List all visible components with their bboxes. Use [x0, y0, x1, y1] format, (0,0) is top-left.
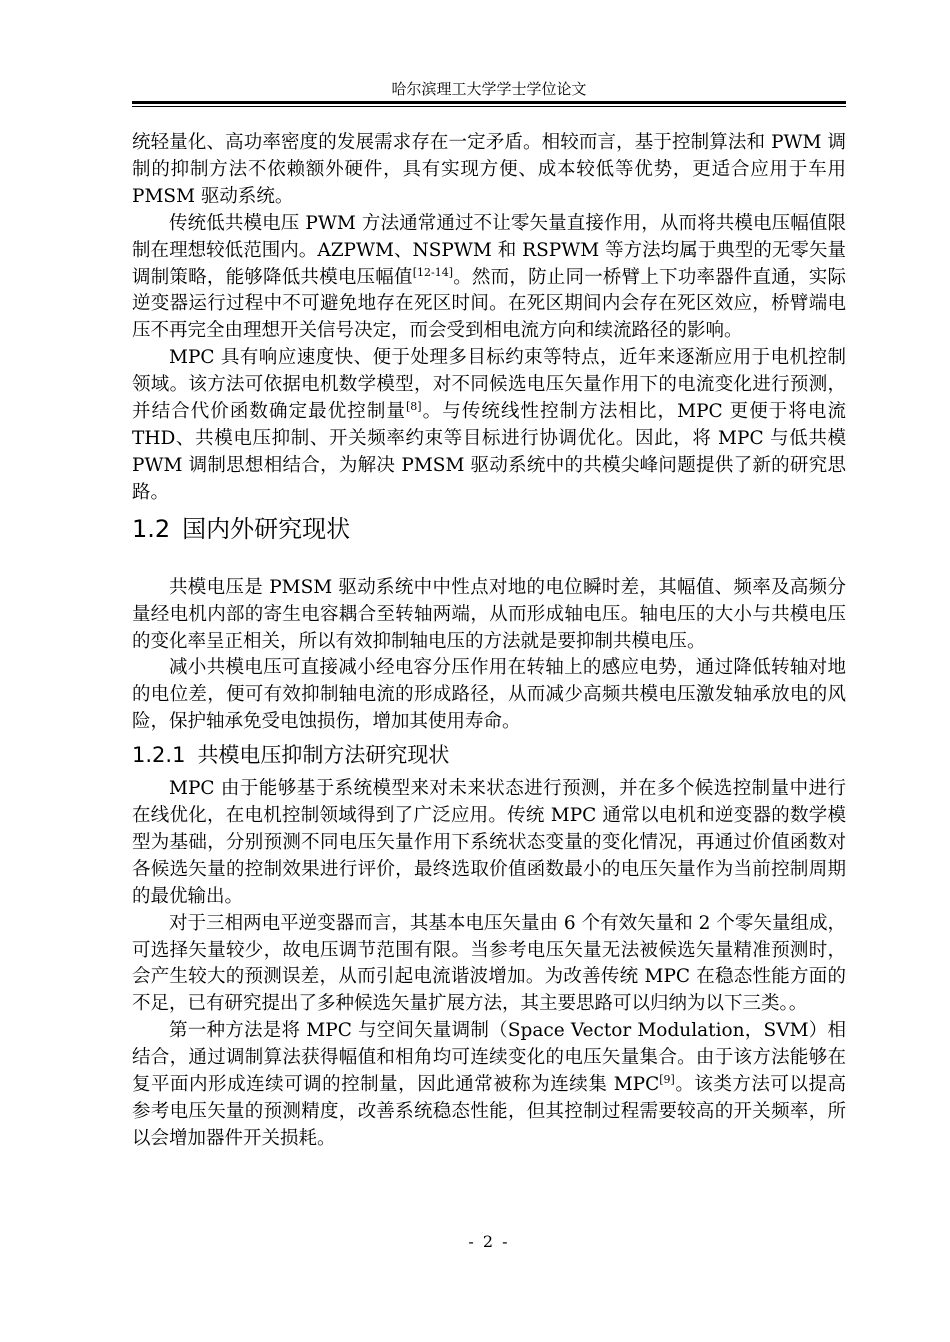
paragraph-text: 。然而，防止同一桥臂上下功率器件直通，实际逆变器运行过程中不可避免地存在死区时间。在死区期间内会存在死区效应，桥臂端电压不再完全由理想开关信号决定，而会受到相电流方向和续流路径的影响。: [132, 266, 846, 342]
section-number: 1.2.1: [132, 743, 186, 768]
body-text: [132, 130, 846, 1153]
paragraph: [132, 211, 846, 346]
header-rule-thin: [132, 106, 846, 107]
citation: [9]: [659, 1073, 675, 1087]
page-number: - 2 -: [468, 1232, 510, 1251]
citation: [12-14]: [412, 265, 453, 279]
paragraph: 对于三相两电平逆变器而言，其基本电压矢量由 6 个有效矢量和 2 个零矢量组成，可选择矢量较少，故电压调节范围有限。当参考电压矢量无法被候选矢量精准预测时，会产生较大的预测误差，从而引起电流谐波增加。为改善传统 MPC 在稳态性能方面的不足，已有研究提出了多种候选矢量扩展方法，其主要思路可以归纳为以下三类。。: [132, 912, 846, 1015]
paragraph-text: 。与传统线性控制方法相比，MPC 更便于将电流 THD、共模电压抑制、开关频率约束等目标进行协调优化。因此，将 MPC 与低共模 PWM 调制思想相结合，为解决 PMSM 驱动系统中的共模尖峰问题提供了新的研究思路。: [132, 401, 846, 503]
paragraph-text: 第一种方法是将 MPC 与空间矢量调制（Space Vector Modulation，SVM）相结合，通过调制算法获得幅值和相角均可连续变化的电压矢量集合。由于该方法能够在复平面内形成连续可调的控制量，因此通常被称为连续集 MPC: [132, 1020, 846, 1096]
citation: [8]: [406, 400, 422, 414]
paragraph: [132, 1018, 846, 1153]
paragraph-text: MPC 具有响应速度快、便于处理多目标约束等特点，近年来逐渐应用于电机控制领域。该方法可依据电机数学模型，对不同候选电压矢量作用下的电流变化进行预测，并结合代价函数确定最优控制量: [132, 347, 846, 423]
paragraph: 减小共模电压可直接减小经电容分压作用在转轴上的感应电势，通过降低转轴对地的电位差，便可有效抑制轴电流的形成路径，从而减少高频共模电压激发轴承放电的风险，保护轴承免受电蚀损伤，增加其使用寿命。: [132, 657, 846, 733]
section-number: 1.2: [132, 514, 171, 543]
paragraph-text: 传统低共模电压 PWM 方法通常通过不让零矢量直接作用，从而将共模电压幅值限制在理想较低范围内。AZPWM、NSPWM 和 RSPWM 等方法均属于典型的无零矢量调制策略，能够降低共模电压幅值: [132, 212, 846, 288]
running-header: 哈尔滨理工大学学士学位论文: [391, 80, 587, 98]
section-heading-1-2: [132, 513, 846, 545]
paragraph: [132, 345, 846, 506]
header-rule-thick: [132, 101, 846, 104]
paragraph: 共模电压是 PMSM 驱动系统中中性点对地的电位瞬时差，其幅值、频率及高频分量经电机内部的寄生电容耦合至转轴两端，从而形成轴电压。轴电压的大小与共模电压的变化率呈正相关，所以有效抑制轴电压的方法就是要抑制共模电压。: [132, 576, 846, 652]
paragraph: 统轻量化、高功率密度的发展需求存在一定矛盾。相较而言，基于控制算法和 PWM 调制的抑制方法不依赖额外硬件，具有实现方便、成本较低等优势，更适合应用于车用 PMSM 驱动系统。: [132, 132, 846, 207]
paragraph: MPC 由于能够基于系统模型来对未来状态进行预测，并在多个候选控制量中进行在线优化，在电机控制领域得到了广泛应用。传统 MPC 通常以电机和逆变器的数学模型为基础，分别预测不同电压矢量作用下系统状态变量的变化情况，再通过价值函数对各候选矢量的控制效果进行评价，最终选取价值函数最小的电压矢量作为当前控制周期的最优输出。: [132, 778, 846, 907]
section-heading-1-2-1: [132, 740, 846, 770]
paragraph-text: 。该类方法可以提高参考电压矢量的预测精度，改善系统稳态性能，但其控制过程需要较高的开关频率，所以会增加器件开关损耗。: [132, 1074, 846, 1149]
section-title: 国内外研究现状: [182, 514, 351, 543]
section-title: 共模电压抑制方法研究现状: [197, 743, 450, 768]
